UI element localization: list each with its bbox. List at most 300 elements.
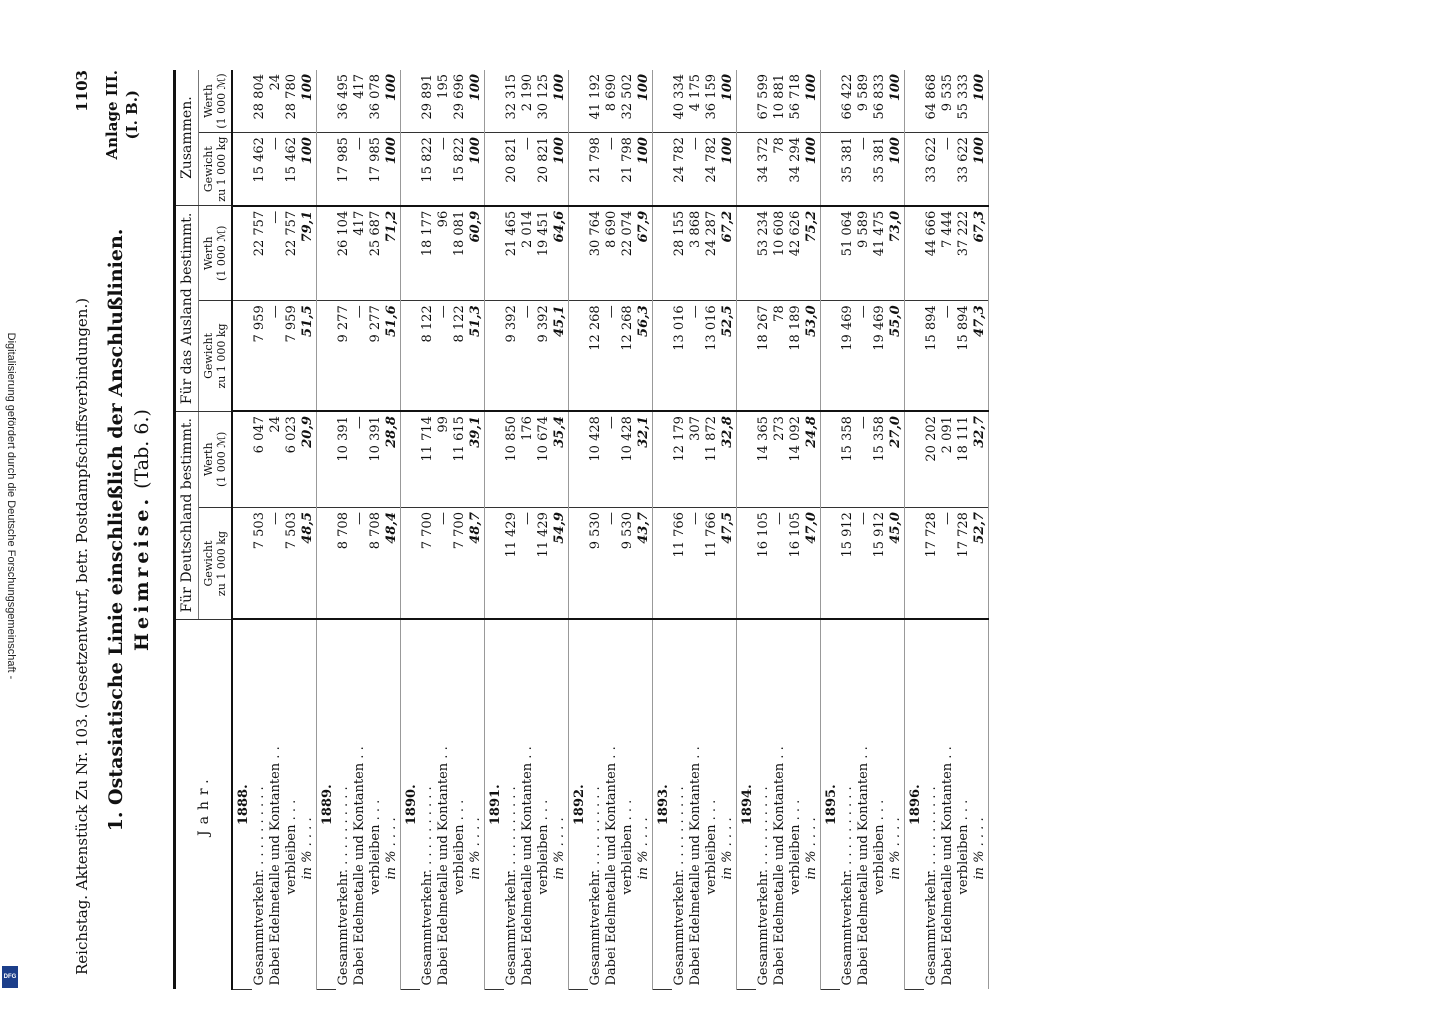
table-cell: 7 444	[940, 206, 956, 301]
table-row	[924, 70, 940, 990]
row-label: Dabei Edelmetalle und Kontanten . .	[352, 746, 367, 986]
table-cell: 41 475	[872, 206, 888, 301]
empty-cell	[569, 70, 589, 133]
table-row	[588, 70, 604, 990]
table-row	[620, 70, 636, 990]
table-cell: 18 177	[420, 206, 436, 301]
table-cell: 7 503	[284, 508, 300, 620]
row-label: verbleiben . . .	[620, 799, 635, 895]
table-cell: 32,1	[636, 411, 653, 507]
table-cell: 51,5	[300, 301, 317, 411]
table-cell: 273	[772, 411, 788, 507]
table-cell: 32 315	[504, 70, 520, 133]
table-cell: 7 959	[252, 301, 268, 411]
table-cell: 36 078	[368, 70, 384, 133]
table-cell: 41 192	[588, 70, 604, 133]
table-cell: —	[688, 133, 704, 206]
table-cell: 100	[720, 133, 737, 206]
table-cell: —	[856, 411, 872, 507]
credit-strip	[0, 0, 22, 1000]
table-cell: 27,0	[888, 411, 905, 507]
row-label: verbleiben . . .	[704, 799, 719, 895]
table-cell: 12 179	[672, 411, 688, 507]
empty-cell	[821, 508, 841, 620]
table-cell: 16 105	[788, 508, 804, 620]
empty-cell	[485, 301, 505, 411]
table-cell: 100	[972, 133, 989, 206]
row-label: verbleiben . . .	[956, 799, 971, 895]
table-body	[232, 70, 989, 990]
table-cell: 36 159	[704, 70, 720, 133]
row-label: Gesammtverkehr. . . . . . . . . . .	[924, 786, 939, 986]
table-row	[704, 70, 720, 990]
table-cell: 10 391	[368, 411, 384, 507]
table-cell: 34 294	[788, 133, 804, 206]
table-cell: 32,7	[972, 411, 989, 507]
table-cell: 48,5	[300, 508, 317, 620]
year-label: 1891.	[485, 620, 505, 990]
table-cell: —	[772, 508, 788, 620]
table-cell: 10 881	[772, 70, 788, 133]
annex-title: Anlage III.	[103, 70, 121, 160]
table-cell: 52,7	[972, 508, 989, 620]
table-cell: 28,8	[384, 411, 401, 507]
table-cell: 15 358	[872, 411, 888, 507]
table-cell: 51,3	[468, 301, 485, 411]
row-label: Dabei Edelmetalle und Kontanten . .	[688, 746, 703, 986]
table-cell: 15 912	[872, 508, 888, 620]
empty-cell	[905, 133, 925, 206]
table-row	[352, 70, 368, 990]
table-cell: 12 268	[588, 301, 604, 411]
table-cell: —	[856, 301, 872, 411]
table-cell: —	[520, 508, 536, 620]
table-cell: 2 014	[520, 206, 536, 301]
table-cell: 22 757	[252, 206, 268, 301]
table-cell: 10 850	[504, 411, 520, 507]
table-cell: —	[352, 508, 368, 620]
empty-cell	[821, 206, 841, 301]
scanned-page	[65, 50, 1375, 1010]
row-label: Dabei Edelmetalle und Kontanten . .	[856, 746, 871, 986]
table-row	[972, 70, 989, 990]
table-cell: 10 674	[536, 411, 552, 507]
table-cell: 48,7	[468, 508, 485, 620]
empty-cell	[653, 411, 673, 507]
empty-cell	[485, 133, 505, 206]
running-header: Reichstag. Aktenstück Zu Nr. 103. (Gesetzentwurf, betr. Postdampfschiffsverbindungen.)	[73, 297, 91, 975]
year-label: 1894.	[737, 620, 757, 990]
table-cell: 40 334	[672, 70, 688, 133]
table-cell: 47,0	[804, 508, 821, 620]
year-heading-row	[401, 70, 421, 990]
table-cell: 24	[268, 411, 284, 507]
empty-cell	[401, 133, 421, 206]
table-cell: 8 708	[368, 508, 384, 620]
table-cell: 17 985	[336, 133, 352, 206]
col-header-year: Jahr.	[175, 620, 233, 990]
table-cell: 20,9	[300, 411, 317, 507]
empty-cell	[737, 206, 757, 301]
table-cell: —	[604, 508, 620, 620]
empty-cell	[905, 508, 925, 620]
table-cell: 51,6	[384, 301, 401, 411]
table-cell: 47,5	[720, 508, 737, 620]
table-cell: 8 690	[604, 206, 620, 301]
table-row	[840, 70, 856, 990]
table-cell: 10 428	[588, 411, 604, 507]
table-cell: 100	[636, 70, 653, 133]
row-label: Gesammtverkehr. . . . . . . . . . .	[252, 786, 267, 986]
table-cell: 9 535	[940, 70, 956, 133]
empty-cell	[401, 70, 421, 133]
empty-cell	[569, 411, 589, 507]
empty-cell	[232, 301, 252, 411]
year-label: 1895.	[821, 620, 841, 990]
table-cell: 67,9	[636, 206, 653, 301]
row-label: Gesammtverkehr. . . . . . . . . . .	[756, 786, 771, 986]
table-cell: 67 599	[756, 70, 772, 133]
table-cell: —	[436, 301, 452, 411]
table-cell: 45,0	[888, 508, 905, 620]
empty-cell	[569, 508, 589, 620]
table-cell: 16 105	[756, 508, 772, 620]
table-cell: 24	[268, 70, 284, 133]
table-row	[940, 70, 956, 990]
table-cell: 11 714	[420, 411, 436, 507]
table-cell: 6 023	[284, 411, 300, 507]
dfg-logo: DFG	[2, 966, 18, 988]
table-cell: 15 894	[956, 301, 972, 411]
page-number: 1103	[73, 70, 91, 112]
table-cell: 75,2	[804, 206, 821, 301]
table-cell: 15 822	[452, 133, 468, 206]
table-subtitle	[131, 50, 153, 1010]
table-cell: 8 122	[452, 301, 468, 411]
empty-cell	[653, 133, 673, 206]
year-heading-row	[905, 70, 925, 990]
table-cell: 21 798	[620, 133, 636, 206]
empty-cell	[653, 301, 673, 411]
table-row	[268, 70, 284, 990]
table-cell: 73,0	[888, 206, 905, 301]
table-cell: 67,3	[972, 206, 989, 301]
row-label: verbleiben . . .	[452, 799, 467, 895]
row-label: verbleiben . . .	[368, 799, 383, 895]
row-label: Dabei Edelmetalle und Kontanten . .	[604, 746, 619, 986]
table-cell: 17 728	[924, 508, 940, 620]
col-header-germany: Für Deutschland bestimmt.	[175, 411, 199, 619]
year-heading-row	[569, 70, 589, 990]
table-cell: 9 277	[368, 301, 384, 411]
table-cell: 48,4	[384, 508, 401, 620]
empty-cell	[485, 508, 505, 620]
table-cell: 36 495	[336, 70, 352, 133]
year-heading-row	[485, 70, 505, 990]
table-cell: 29 891	[420, 70, 436, 133]
table-row	[688, 70, 704, 990]
empty-cell	[317, 411, 337, 507]
table-cell: —	[268, 508, 284, 620]
table-title: 1. Ostasiatische Linie einschließlich der Anschlußlinien.	[105, 228, 127, 832]
table-cell: 14 365	[756, 411, 772, 507]
row-label: in % . . . .	[552, 620, 569, 990]
empty-cell	[232, 70, 252, 133]
table-cell: 417	[352, 206, 368, 301]
year-label: 1896.	[905, 620, 925, 990]
table-cell: 53 234	[756, 206, 772, 301]
statistics-table	[173, 70, 989, 990]
table-cell: 19 469	[872, 301, 888, 411]
table-cell: 6 047	[252, 411, 268, 507]
empty-cell	[653, 508, 673, 620]
table-cell: —	[856, 133, 872, 206]
table-cell: 9 530	[588, 508, 604, 620]
table-cell: 96	[436, 206, 452, 301]
table-cell: 176	[520, 411, 536, 507]
table-row	[520, 70, 536, 990]
table-cell: 79,1	[300, 206, 317, 301]
table-cell: 66 422	[840, 70, 856, 133]
subtitle-tab: (Tab. 6.)	[131, 409, 153, 489]
empty-cell	[401, 301, 421, 411]
table-cell: 18 267	[756, 301, 772, 411]
empty-cell	[737, 301, 757, 411]
table-cell: 56 718	[788, 70, 804, 133]
table-cell: 45,1	[552, 301, 569, 411]
table-cell: 100	[300, 70, 317, 133]
table-cell: 10 428	[620, 411, 636, 507]
table-cell: 18 081	[452, 206, 468, 301]
table-cell: 52,5	[720, 301, 737, 411]
row-label: Gesammtverkehr. . . . . . . . . . .	[840, 786, 855, 986]
table-cell: 20 202	[924, 411, 940, 507]
table-row	[552, 70, 569, 990]
row-label: in % . . . .	[720, 620, 737, 990]
table-row	[636, 70, 653, 990]
year-label: 1890.	[401, 620, 421, 990]
table-cell: —	[268, 206, 284, 301]
table-cell: 28 804	[252, 70, 268, 133]
table-cell: —	[688, 508, 704, 620]
table-cell: 19 451	[536, 206, 552, 301]
table-cell: 8 690	[604, 70, 620, 133]
table-cell: 307	[688, 411, 704, 507]
table-row	[504, 70, 520, 990]
table-cell: 8 708	[336, 508, 352, 620]
table-cell: 100	[888, 133, 905, 206]
empty-cell	[653, 206, 673, 301]
table-row	[788, 70, 804, 990]
table-cell: 100	[888, 70, 905, 133]
table-cell: —	[352, 411, 368, 507]
row-label: Dabei Edelmetalle und Kontanten . .	[772, 746, 787, 986]
row-label: in % . . . .	[972, 620, 989, 990]
table-cell: 21 798	[588, 133, 604, 206]
row-label: verbleiben . . .	[536, 799, 551, 895]
table-cell: 11 429	[536, 508, 552, 620]
table-cell: 12 268	[620, 301, 636, 411]
table-cell: 15 912	[840, 508, 856, 620]
table-row	[468, 70, 485, 990]
col-header-value: Werth (1 000 ℳ)	[199, 206, 233, 301]
empty-cell	[905, 206, 925, 301]
empty-cell	[401, 411, 421, 507]
table-cell: —	[436, 508, 452, 620]
table-cell: 10 391	[336, 411, 352, 507]
empty-cell	[232, 133, 252, 206]
table-cell: 24 782	[704, 133, 720, 206]
table-cell: 60,9	[468, 206, 485, 301]
table-cell: 47,3	[972, 301, 989, 411]
table-row	[856, 70, 872, 990]
table-cell: 78	[772, 133, 788, 206]
table-cell: 35 381	[872, 133, 888, 206]
table-cell: 43,7	[636, 508, 653, 620]
col-header-weight: Gewicht zu 1 000 kg	[199, 133, 233, 206]
empty-cell	[401, 206, 421, 301]
table-cell: 3 868	[688, 206, 704, 301]
empty-cell	[232, 206, 252, 301]
table-cell: 30 764	[588, 206, 604, 301]
table-cell: 20 821	[536, 133, 552, 206]
table-cell: 100	[804, 133, 821, 206]
table-cell: 100	[804, 70, 821, 133]
empty-cell	[317, 301, 337, 411]
empty-cell	[485, 206, 505, 301]
table-cell: 64,6	[552, 206, 569, 301]
table-cell: 71,2	[384, 206, 401, 301]
col-header-value: Werth (1 000 ℳ)	[199, 70, 233, 133]
table-cell: 100	[972, 70, 989, 133]
table-cell: 13 016	[704, 301, 720, 411]
table-row	[252, 70, 268, 990]
row-label: Gesammtverkehr. . . . . . . . . . .	[336, 786, 351, 986]
col-header-weight: Gewicht zu 1 000 kg	[199, 301, 233, 411]
table-cell: 28 780	[284, 70, 300, 133]
table-cell: 9 589	[856, 70, 872, 133]
table-cell: 22 757	[284, 206, 300, 301]
empty-cell	[401, 508, 421, 620]
table-cell: 55,0	[888, 301, 905, 411]
table-row	[956, 70, 972, 990]
table-row	[284, 70, 300, 990]
table-cell: —	[520, 133, 536, 206]
table-cell: 99	[436, 411, 452, 507]
table-cell: 24 287	[704, 206, 720, 301]
row-label: in % . . . .	[636, 620, 653, 990]
row-label: Dabei Edelmetalle und Kontanten . .	[436, 746, 451, 986]
table-cell: 19 469	[840, 301, 856, 411]
table-cell: 39,1	[468, 411, 485, 507]
col-header-total: Zusammen.	[175, 70, 199, 206]
table-row	[384, 70, 401, 990]
empty-cell	[821, 133, 841, 206]
row-label: Gesammtverkehr. . . . . . . . . . .	[672, 786, 687, 986]
table-cell: 14 092	[788, 411, 804, 507]
col-header-weight: Gewicht zu 1 000 kg	[199, 508, 233, 620]
table-cell: 13 016	[672, 301, 688, 411]
table-cell: 56 833	[872, 70, 888, 133]
table-row	[436, 70, 452, 990]
table-cell: 78	[772, 301, 788, 411]
table-row	[872, 70, 888, 990]
table-cell: 9 277	[336, 301, 352, 411]
table-cell: 30 125	[536, 70, 552, 133]
table-row	[604, 70, 620, 990]
empty-cell	[317, 508, 337, 620]
empty-cell	[821, 411, 841, 507]
empty-cell	[737, 508, 757, 620]
table-cell: 15 358	[840, 411, 856, 507]
table-cell: 9 392	[536, 301, 552, 411]
table-cell: 54,9	[552, 508, 569, 620]
table-cell: 24 782	[672, 133, 688, 206]
row-label: verbleiben . . .	[788, 799, 803, 895]
table-cell: 22 074	[620, 206, 636, 301]
table-row	[336, 70, 352, 990]
table-cell: 25 687	[368, 206, 384, 301]
table-cell: 18 189	[788, 301, 804, 411]
row-label: verbleiben . . .	[284, 799, 299, 895]
row-label: Gesammtverkehr. . . . . . . . . . .	[420, 786, 435, 986]
row-label: Gesammtverkehr. . . . . . . . . . .	[504, 786, 519, 986]
year-heading-row	[232, 70, 252, 990]
table-cell: 17 728	[956, 508, 972, 620]
table-cell: 29 696	[452, 70, 468, 133]
table-cell: 7 503	[252, 508, 268, 620]
table-cell: 100	[384, 70, 401, 133]
empty-cell	[821, 301, 841, 411]
year-label: 1888.	[232, 620, 252, 990]
table-cell: 2 091	[940, 411, 956, 507]
table-cell: 33 622	[956, 133, 972, 206]
table-cell: 7 959	[284, 301, 300, 411]
table-row	[804, 70, 821, 990]
table-cell: 33 622	[924, 133, 940, 206]
table-cell: —	[940, 301, 956, 411]
row-label: in % . . . .	[300, 620, 317, 990]
row-label: in % . . . .	[384, 620, 401, 990]
year-heading-row	[317, 70, 337, 990]
table-row	[720, 70, 737, 990]
table-cell: 9 589	[856, 206, 872, 301]
table-cell: 15 822	[420, 133, 436, 206]
empty-cell	[737, 133, 757, 206]
col-header-abroad: Für das Ausland bestimmt.	[175, 206, 199, 411]
table-cell: —	[520, 301, 536, 411]
table-cell: 18 111	[956, 411, 972, 507]
table-cell: —	[940, 133, 956, 206]
table-cell: 51 064	[840, 206, 856, 301]
table-cell: —	[604, 411, 620, 507]
table-cell: 15 894	[924, 301, 940, 411]
table-cell: 7 700	[452, 508, 468, 620]
row-label: in % . . . .	[888, 620, 905, 990]
table-cell: 7 700	[420, 508, 436, 620]
empty-cell	[317, 206, 337, 301]
table-row	[536, 70, 552, 990]
row-label: Dabei Edelmetalle und Kontanten . .	[268, 746, 283, 986]
empty-cell	[569, 301, 589, 411]
empty-cell	[485, 70, 505, 133]
empty-cell	[737, 411, 757, 507]
table-cell: 11 872	[704, 411, 720, 507]
table-cell: 15 462	[284, 133, 300, 206]
table-cell: 35,4	[552, 411, 569, 507]
table-cell: 20 821	[504, 133, 520, 206]
table-cell: 100	[300, 133, 317, 206]
